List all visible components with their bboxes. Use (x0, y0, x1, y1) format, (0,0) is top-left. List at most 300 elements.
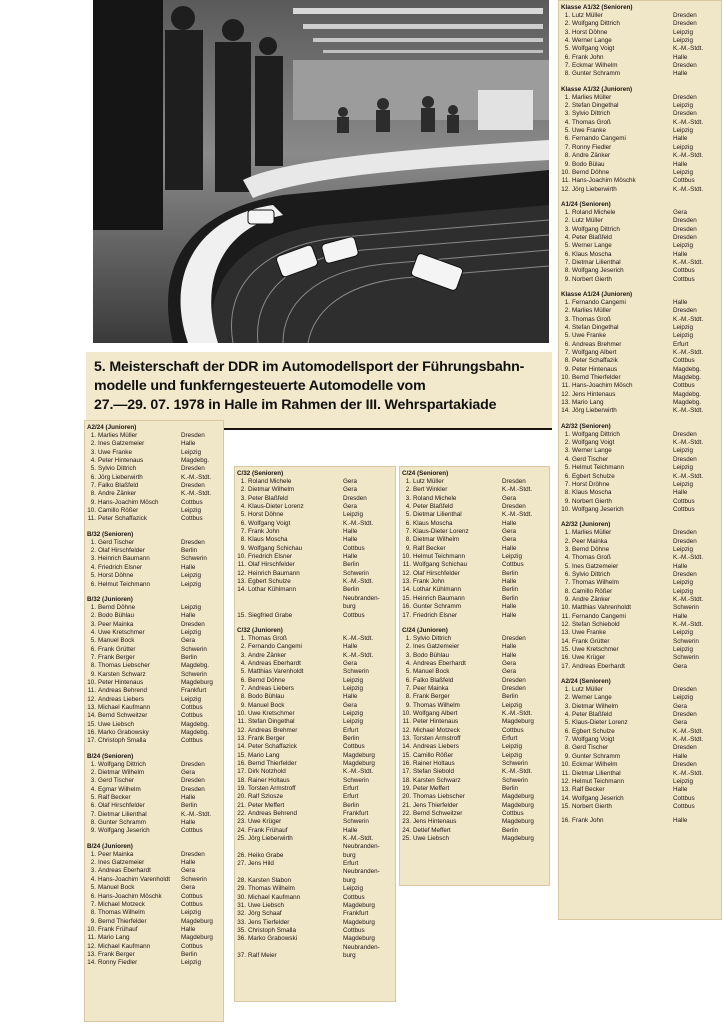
result-row (402, 802, 548, 810)
competitor-name: Peter Blaßfeld (572, 711, 612, 719)
rank: 10. (402, 709, 411, 717)
competitor-name: Ronny Fiedler (572, 143, 612, 151)
rank: 7. (90, 653, 96, 661)
competitor-name: Frank John (248, 528, 280, 536)
club-city: Cottbus (181, 900, 203, 908)
result-row (561, 234, 719, 242)
club-city: Schwerin (343, 668, 369, 676)
club-city: Magdeburg (343, 760, 375, 767)
rank: 9. (240, 701, 246, 709)
competitor-name: Thomas Liebscher (98, 662, 150, 670)
competitor-name: Klaus Moscha (248, 536, 288, 544)
result-row (237, 561, 393, 569)
rank: 27. (237, 860, 246, 868)
club-city: Gera (502, 528, 516, 536)
rank: 35. (237, 926, 246, 934)
club-city: Dresden (673, 62, 697, 70)
result-row (87, 867, 221, 875)
rank: 14. (402, 743, 411, 751)
rank: 2. (564, 102, 570, 110)
competitor-name: Andreas Behrend (248, 810, 298, 818)
competitor-name: Andreas Eberhardt (248, 659, 301, 667)
club-city: Neubranden- (343, 868, 380, 876)
result-row (561, 391, 719, 399)
rank: 13. (87, 950, 96, 958)
competitor-name: Torsten Armstroff (413, 734, 461, 742)
rank: 7. (564, 143, 570, 151)
club-city: burg (343, 851, 356, 859)
club-city: Halle (343, 693, 358, 701)
rank: 7. (240, 528, 246, 536)
results-section (87, 530, 221, 589)
rank: 7. (564, 579, 570, 587)
rank: 17. (87, 737, 96, 745)
rank: 10. (561, 168, 570, 176)
result-row (561, 571, 719, 579)
result-row (402, 603, 548, 611)
result-row (87, 786, 221, 794)
club-city: burg (343, 603, 356, 611)
competitor-name: Ralf Becker (413, 544, 446, 552)
rank: 6. (90, 892, 96, 900)
competitor-name: Roland Michele (248, 478, 292, 485)
club-city: K.-M.-Stdt. (343, 519, 374, 527)
rank: 1. (240, 634, 246, 642)
result-row (87, 646, 221, 654)
section-title: Klasse A1/32 (Senioren) (561, 4, 633, 11)
result-row (561, 489, 719, 497)
club-city: K.-M.-Stdt. (673, 118, 704, 126)
result-row (402, 818, 548, 826)
rank: 4. (405, 503, 411, 511)
result-row (87, 696, 221, 704)
rank: 11. (237, 561, 246, 569)
competitor-name: Uwe Kretschmer (248, 709, 295, 717)
competitor-name: Lutz Müller (572, 12, 603, 19)
rank: 8. (90, 662, 96, 670)
club-city: Erfurt (343, 860, 359, 868)
competitor-name: Andre Zänker (572, 152, 611, 160)
rank: 6. (564, 340, 570, 348)
rank: 20. (402, 793, 411, 801)
rank: 6. (564, 250, 570, 258)
competitor-name: Bernd Schweitzer (98, 712, 148, 720)
result-row (561, 506, 719, 514)
result-row (402, 718, 548, 726)
rank: 5. (90, 637, 96, 645)
result-row (237, 668, 393, 676)
rank: 31. (237, 901, 246, 909)
rank: 8. (564, 70, 570, 78)
club-city: Gera (502, 494, 516, 502)
section-title: A2/32 (Junioren) (561, 521, 611, 529)
club-city: Leipzig (343, 684, 363, 692)
rank: 12. (87, 942, 96, 950)
competitor-name: Gerd Tischer (98, 538, 135, 546)
result-row (561, 761, 719, 769)
competitor-name: Matthias Vahrenholdt (572, 604, 632, 612)
rank: 5. (564, 45, 570, 53)
result-row (561, 778, 719, 786)
competitor-name: Peter Blaßfeld (248, 494, 288, 502)
rank: 4. (240, 503, 246, 511)
competitor-name: Gunter Schramm (572, 70, 620, 78)
result-row (402, 710, 548, 718)
competitor-name: Frank John (413, 578, 445, 586)
rank: 6. (564, 727, 570, 735)
result-row (237, 894, 393, 902)
competitor-name: Marko Grabowski (248, 935, 297, 943)
result-row (561, 251, 719, 259)
result-row (237, 868, 393, 876)
rank: 11. (87, 687, 96, 695)
club-city: Dresden (673, 12, 697, 19)
rank: 26. (237, 851, 246, 859)
rank: 14. (237, 586, 246, 594)
rank: 7. (564, 736, 570, 744)
rank: 4. (405, 659, 411, 667)
competitor-name: Stefan Schiebold (572, 621, 620, 628)
result-row (237, 710, 393, 718)
club-city: K.-M.-Stdt. (343, 835, 374, 843)
result-row (87, 490, 221, 498)
club-city: Cottbus (673, 267, 695, 275)
result-row (237, 735, 393, 743)
result-row (87, 612, 221, 620)
rank: 5. (564, 332, 570, 340)
competitor-name: Sylvio Dittrich (572, 570, 611, 578)
club-city: Frankfurt (181, 687, 207, 695)
rank: 9. (90, 670, 96, 678)
result-row (87, 859, 221, 867)
competitor-name: Friedrich Elsner (413, 611, 458, 619)
rank: 16. (87, 729, 96, 736)
club-city: Schwerin (181, 670, 207, 678)
rank: 11. (237, 718, 246, 726)
club-city: Cottbus (181, 515, 203, 523)
rank: 9. (564, 160, 570, 168)
rank: 15. (402, 594, 411, 602)
rank: 11. (561, 612, 570, 620)
rank: 11. (402, 561, 411, 569)
competitor-name: Sylvio Dittrich (98, 465, 137, 473)
result-row (87, 909, 221, 917)
result-row (402, 511, 548, 519)
competitor-name: Bernd Thierfelder (248, 760, 297, 767)
rank: 2. (240, 486, 246, 494)
rank: 16. (237, 760, 246, 767)
result-row (402, 727, 548, 735)
rank: 10. (402, 553, 411, 561)
rank: 7. (564, 480, 570, 488)
rank: 6. (564, 570, 570, 578)
rank: 3. (564, 225, 570, 233)
rank: 9. (564, 752, 570, 760)
club-city: Magdeburg (343, 751, 375, 759)
competitor-name: Klaus Moscha (413, 519, 453, 527)
club-city: Dresden (502, 684, 526, 692)
rank: 6. (90, 802, 96, 810)
result-row (237, 752, 393, 760)
rank: 8. (564, 587, 570, 595)
rank: 13. (561, 786, 570, 794)
rank: 13. (87, 703, 96, 711)
result-row (237, 927, 393, 935)
rank: 2. (564, 20, 570, 28)
results-section (402, 626, 548, 844)
competitor-name: Uwe Kretschmer (98, 628, 145, 636)
result-row (87, 721, 221, 729)
club-city: Berlin (502, 693, 519, 701)
competitor-name: Wolfgang Jeserich (572, 267, 624, 275)
competitor-name: Olaf Hirschfelder (98, 547, 145, 555)
rank: 10. (561, 505, 570, 513)
club-city: Leipzig (181, 507, 201, 515)
club-city: Halle (181, 819, 196, 827)
result-row (561, 431, 719, 439)
competitor-name: Bodo Bühlau (248, 693, 285, 701)
result-row (561, 102, 719, 110)
result-row (87, 457, 221, 465)
competitor-name: Michael Motzeck (413, 726, 460, 734)
competitor-name: Wolfgang Voigt (248, 519, 291, 527)
result-row (561, 316, 719, 324)
competitor-name: Wolfgang Dittrich (572, 20, 620, 28)
club-city: Halle (673, 250, 688, 258)
club-city: Cottbus (673, 177, 695, 185)
result-row (87, 777, 221, 785)
club-city: Cottbus (673, 794, 695, 802)
section-title: C/32 (Junioren) (237, 626, 283, 634)
competitor-name: Hans-Joachim Varenholdt (98, 875, 170, 883)
competitor-name: Thomas Wilhelm (98, 909, 145, 917)
competitor-name: Fernando Cangemi (572, 135, 626, 143)
club-city: Dresden (343, 494, 367, 502)
rank: 8. (405, 536, 411, 544)
rank: 1. (564, 208, 570, 216)
competitor-name: Bernd Schweitzer (413, 810, 463, 818)
competitor-name: Uwe Kretschmer (572, 646, 619, 654)
result-row (87, 621, 221, 629)
rank: 3. (90, 620, 96, 628)
competitor-name: Frank Grütter (572, 637, 610, 645)
competitor-name: Eckmar Wilhelm (572, 62, 618, 70)
rank: 15. (402, 751, 411, 759)
section-title: Klasse A1/24 (Junioren) (561, 290, 633, 298)
club-city: Berlin (502, 785, 519, 793)
club-city: Cottbus (502, 561, 524, 569)
rank: 21. (402, 801, 411, 809)
club-city: Cottbus (181, 498, 203, 506)
competitor-name: Bernd Döhne (572, 545, 610, 553)
competitor-name: Helmut Teichmann (98, 580, 151, 588)
club-city: Magdebg. (673, 374, 702, 382)
result-row (561, 374, 719, 382)
results-section (561, 85, 719, 194)
results-section (237, 469, 393, 620)
rank: 7. (90, 900, 96, 908)
rank: 6. (90, 580, 96, 588)
club-city: Cottbus (181, 827, 203, 835)
rank: 9. (405, 701, 411, 709)
rank: 7. (90, 482, 96, 490)
rank: 5. (564, 127, 570, 135)
result-row (237, 545, 393, 553)
competitor-name: Wolfgang Dittrich (98, 760, 146, 768)
competitor-name: Wolfgang Voigt (572, 439, 615, 447)
result-row (561, 332, 719, 340)
club-city: Halle (181, 794, 196, 802)
result-row (402, 478, 548, 486)
club-city: Leipzig (181, 572, 201, 580)
result-row (87, 769, 221, 777)
club-city: Halle (673, 612, 688, 620)
competitor-name: Eckmar Wilhelm (572, 761, 618, 769)
result-row (237, 570, 393, 578)
club-city: Leipzig (673, 168, 693, 176)
result-row (561, 621, 719, 629)
competitor-name: Ines Gatzemeier (572, 562, 619, 570)
competitor-name: Rainer Holtaus (413, 760, 455, 767)
competitor-name: Andreas Eberhardt (413, 659, 466, 667)
result-row (87, 547, 221, 555)
rank: 8. (90, 819, 96, 827)
club-city: Erfurt (502, 734, 518, 742)
rank: 2. (564, 217, 570, 225)
result-row (561, 753, 719, 761)
club-city: Gera (343, 701, 357, 709)
rank: 3. (90, 867, 96, 875)
rank: 8. (90, 909, 96, 917)
rank: 3. (564, 110, 570, 118)
club-city: Leipzig (673, 629, 693, 637)
club-city: K.-M.-Stdt. (673, 315, 704, 323)
club-city: K.-M.-Stdt. (673, 407, 704, 415)
rank: 3. (405, 651, 411, 659)
club-city: Leipzig (343, 885, 363, 893)
club-city: Leipzig (502, 743, 522, 751)
competitor-name: Jörg Lieberwirth (572, 185, 617, 193)
competitor-name: Ralf Meier (248, 951, 277, 959)
competitor-name: Wolfgang Dittrich (572, 225, 620, 233)
rank: 18. (402, 776, 411, 784)
rank: 4. (90, 875, 96, 883)
club-city: Schwerin (502, 760, 528, 767)
competitor-name: Michael Kaufmann (248, 893, 301, 901)
club-city: Magdeburg (502, 801, 534, 809)
result-row (561, 579, 719, 587)
rank: 8. (564, 357, 570, 365)
rank: 20. (237, 793, 246, 801)
competitor-name: Peter Hintenaus (98, 457, 144, 465)
competitor-name: Karsten Schwarz (413, 776, 461, 784)
results-section (87, 595, 221, 746)
club-city: Schwerin (343, 818, 369, 826)
club-city: Magdebg. (673, 365, 702, 373)
rank: 1. (564, 93, 570, 101)
club-city: Neubranden- (343, 843, 380, 851)
rank: 15. (561, 802, 570, 810)
rank: 9. (564, 497, 570, 505)
club-city: Halle (343, 528, 358, 536)
rank: 4. (90, 457, 96, 465)
competitor-name: Ronny Fiedler (98, 959, 138, 967)
competitor-name: Mario Lang (98, 934, 130, 942)
result-row (237, 520, 393, 528)
rank: 25. (237, 835, 246, 843)
result-row (561, 135, 719, 143)
competitor-name: Egmar Wilhelm (98, 785, 141, 793)
section-title: B/24 (Junioren) (87, 842, 133, 850)
rank: 12. (402, 726, 411, 734)
club-city: Halle (502, 544, 517, 552)
result-row (237, 635, 393, 643)
rank: 8. (405, 693, 411, 701)
result-row (237, 495, 393, 503)
rank: 1. (564, 298, 570, 306)
club-city: Magdeburg (181, 917, 213, 925)
competitor-name: Fernando Cangemi (572, 612, 626, 620)
competitor-name: Fernando Cangemi (248, 643, 302, 651)
rank: 15. (237, 611, 246, 619)
club-city: Halle (502, 611, 517, 619)
results-column-1 (87, 423, 221, 974)
result-row (561, 817, 719, 825)
rank: 32. (237, 910, 246, 918)
competitor-name: Uwe Krüger (248, 818, 282, 826)
rank: 22. (237, 810, 246, 818)
club-city: K.-M.-Stdt. (673, 349, 704, 357)
competitor-name: Thomas Wilhelm (413, 701, 460, 709)
headline-line-2: modelle und funkferngesteuerte Automodelle vom (94, 378, 426, 394)
result-row (402, 595, 548, 603)
club-city: Cottbus (673, 497, 695, 505)
result-row (237, 877, 393, 885)
rank: 1. (90, 432, 96, 439)
competitor-name: Norbert Gierth (572, 802, 612, 810)
result-row (87, 604, 221, 612)
competitor-name: Jens Hintenaus (572, 390, 616, 398)
club-city: Leipzig (502, 701, 522, 709)
result-row (87, 564, 221, 572)
result-row (87, 449, 221, 457)
section-title: A2/24 (Junioren) (87, 424, 137, 431)
club-city: Halle (502, 643, 517, 651)
club-city: Schwerin (181, 645, 207, 653)
club-city: Dresden (502, 478, 526, 485)
rank (237, 843, 248, 851)
competitor-name: Uwe Franke (98, 448, 132, 456)
rank: 2. (405, 643, 411, 651)
competitor-name: Klaus-Dieter Lorenz (572, 719, 628, 727)
rank: 24. (237, 826, 246, 834)
rank: 7. (405, 528, 411, 536)
rank: 3. (564, 545, 570, 553)
result-row (87, 704, 221, 712)
club-city: Magdeburg (181, 934, 213, 942)
result-row (237, 553, 393, 561)
competitor-name: Klaus Moscha (572, 489, 612, 497)
club-city: Halle (181, 925, 196, 933)
rank: 12. (402, 569, 411, 577)
result-row (402, 612, 548, 620)
club-city: K.-M.-Stdt. (673, 727, 704, 735)
result-row (402, 486, 548, 494)
result-row (237, 702, 393, 710)
results-section (561, 817, 719, 825)
club-city: Schwerin (673, 637, 699, 645)
result-row (561, 70, 719, 78)
